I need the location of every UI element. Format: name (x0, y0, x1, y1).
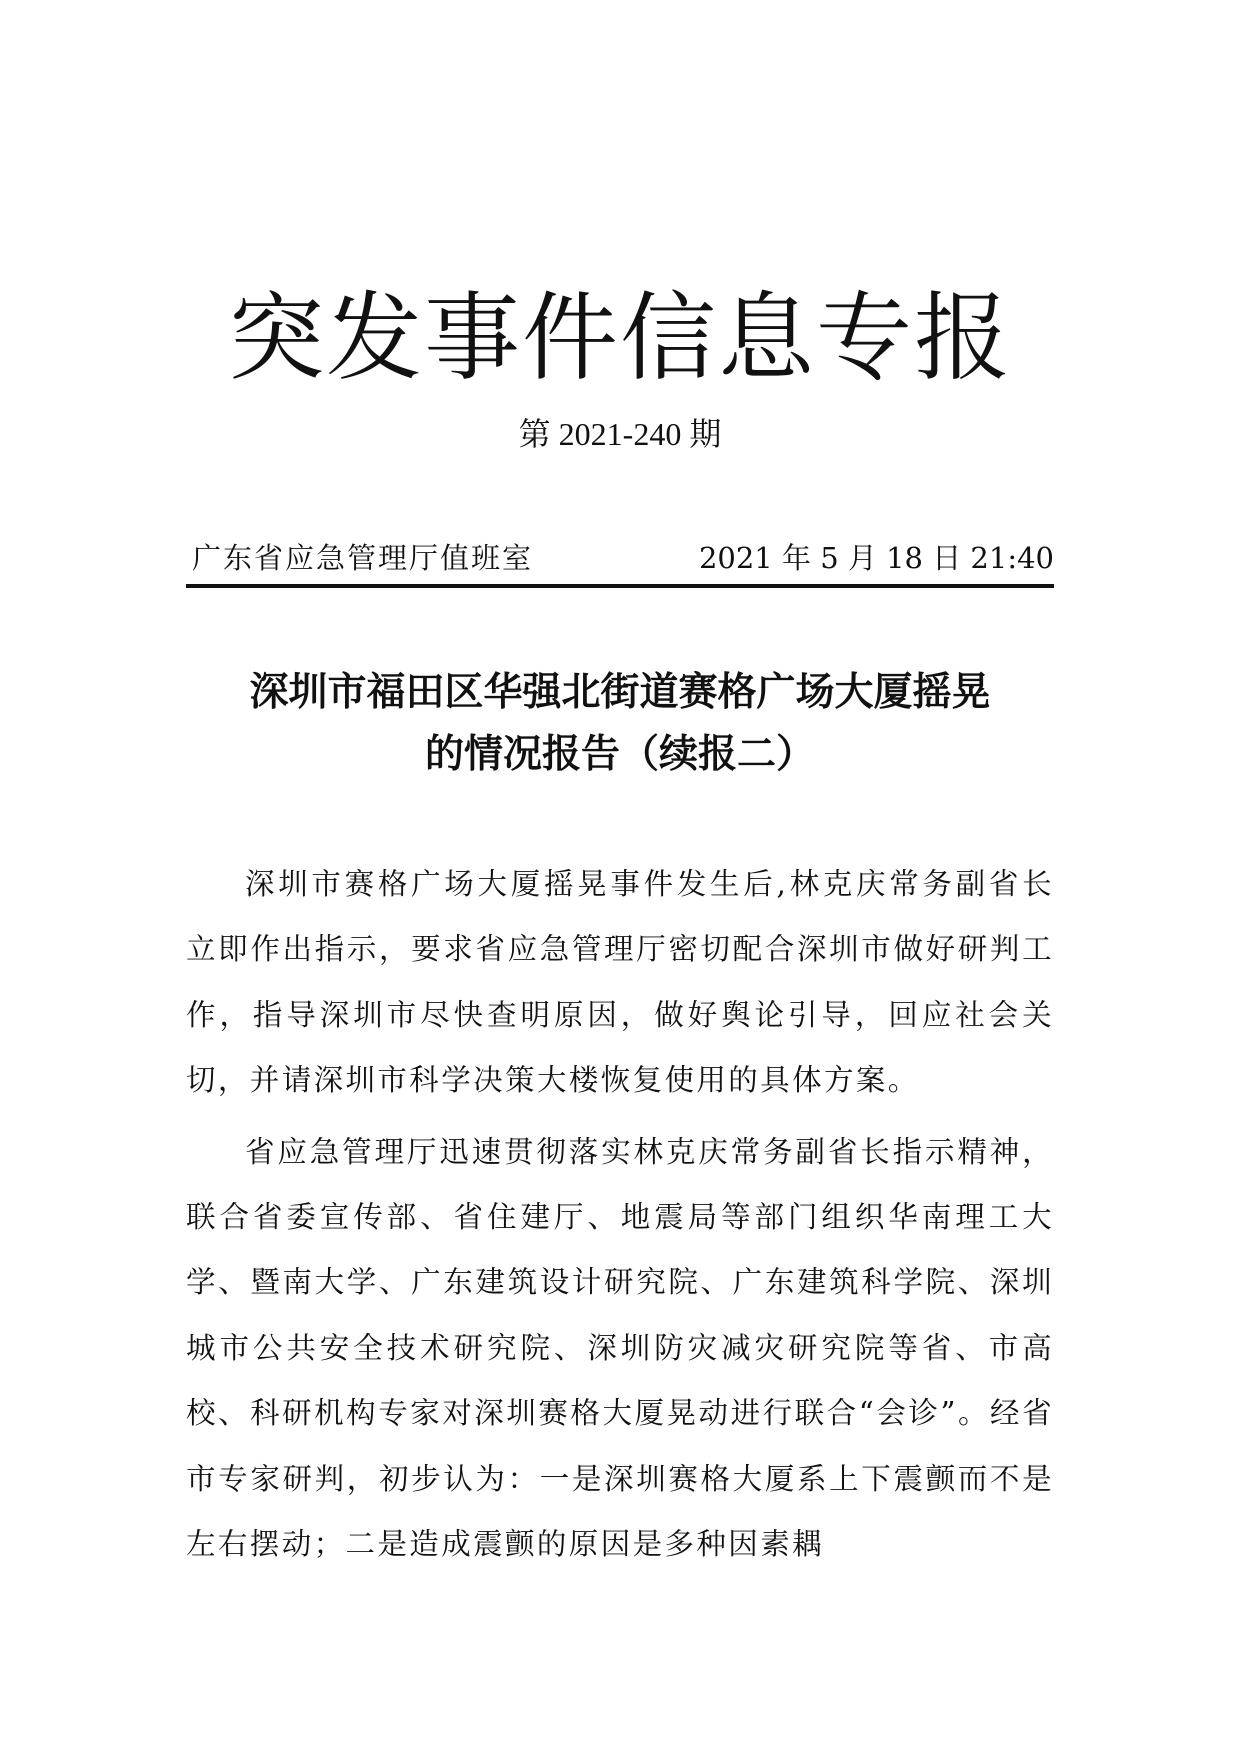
report-title-line-1: 深圳市福田区华强北街道赛格广场大厦摇晃 (249, 670, 991, 715)
header-divider (186, 584, 1054, 588)
issue-datetime: 2021 年 5 月 18 日 21:40 (698, 541, 1054, 575)
body-paragraph: 省应急管理厅迅速贯彻落实林克庆常务副省长指示精神，联合省委宣传部、省住建厅、地震局等部门组织华南理工大学、暨南大学、广东建筑设计研究院、广东建筑科学院、深圳城市公共安全技术研究院、深圳防灾减灾研究院等省、市高校、科研机构专家对深圳赛格大厦晃动进行联合“会诊”。经省市专家研判，初步认为：一是深圳赛格大厦系上下震颤而不是左右摆动；二是造成震颤的原因是多种因素耦 (186, 1134, 1054, 1562)
report-title (186, 662, 1054, 786)
masthead-title: 突发事件信息专报 (228, 282, 1012, 394)
issuing-office: 广东省应急管理厅值班室 (192, 541, 534, 575)
body-paragraph: 深圳市赛格广场大厦摇晃事件发生后,林克庆常务副省长立即作出指示，要求省应急管理厅密切配合深圳市做好研判工作，指导深圳市尽快查明原因，做好舆论引导，回应社会关切，并请深圳市科学决策大楼恢复使用的具体方案。 (186, 867, 1054, 1098)
report-title-line-2: 的情况报告（续报二） (424, 732, 815, 777)
report-body (186, 852, 1054, 1583)
document-header (186, 536, 1054, 580)
issue-number: 第 2021-240 期 (518, 416, 722, 452)
